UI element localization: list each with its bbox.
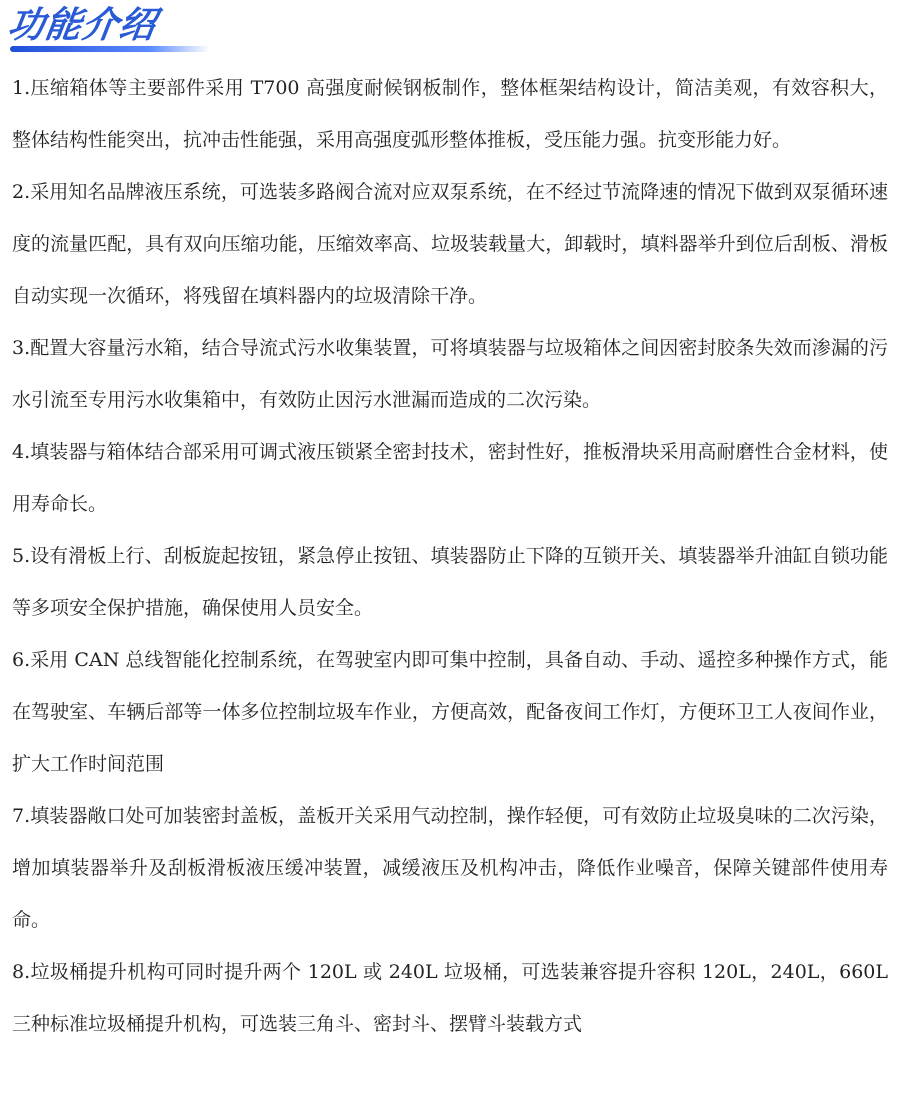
feature-list bbox=[12, 62, 888, 1050]
feature-paragraph-5: 5.设有滑板上行、刮板旋起按钮，紧急停止按钮、填装器防止下降的互锁开关、填装器举升油缸自锁功能等多项安全保护措施，确保使用人员安全。 bbox=[12, 545, 888, 619]
feature-paragraph-8: 8.垃圾桶提升机构可同时提升两个 120L 或 240L 垃圾桶，可选装兼容提升容积 120L，240L，660L 三种标准垃圾桶提升机构，可选装三角斗、密封斗、摆臂斗装载方式 bbox=[12, 961, 888, 1035]
page-title: 功能介绍 bbox=[5, 5, 159, 46]
feature-paragraph-3: 3.配置大容量污水箱，结合导流式污水收集装置，可将填装器与垃圾箱体之间因密封胶条失效而渗漏的污水引流至专用污水收集箱中，有效防止因污水泄漏而造成的二次污染。 bbox=[12, 337, 888, 411]
feature-paragraph-6: 6.采用 CAN 总线智能化控制系统，在驾驶室内即可集中控制，具备自动、手动、遥控多种操作方式，能在驾驶室、车辆后部等一体多位控制垃圾车作业，方便高效，配备夜间工作灯，方便环卫工人夜间作业，扩大工作时间范围 bbox=[12, 649, 888, 775]
feature-paragraph-2: 2.采用知名品牌液压系统，可选装多路阀合流对应双泵系统，在不经过节流降速的情况下做到双泵循环速度的流量匹配，具有双向压缩功能，压缩效率高、垃圾装载量大，卸载时，填料器举升到位后刮板、滑板自动实现一次循环，将残留在填料器内的垃圾清除干净。 bbox=[12, 181, 888, 307]
feature-paragraph-1: 1.压缩箱体等主要部件采用 T700 高强度耐候钢板制作，整体框架结构设计，简洁美观，有效容积大，整体结构性能突出，抗冲击性能强，采用高强度弧形整体推板，受压能力强。抗变形能力好。 bbox=[12, 77, 888, 151]
feature-paragraph-7: 7.填装器敞口处可加装密封盖板，盖板开关采用气动控制，操作轻便，可有效防止垃圾臭味的二次污染，增加填装器举升及刮板滑板液压缓冲装置，减缓液压及机构冲击，降低作业噪音，保障关键部件使用寿命。 bbox=[12, 805, 888, 931]
feature-paragraph-4: 4.填装器与箱体结合部采用可调式液压锁紧全密封技术，密封性好，推板滑块采用高耐磨性合金材料，使用寿命长。 bbox=[12, 441, 888, 515]
title-block bbox=[5, 4, 238, 56]
